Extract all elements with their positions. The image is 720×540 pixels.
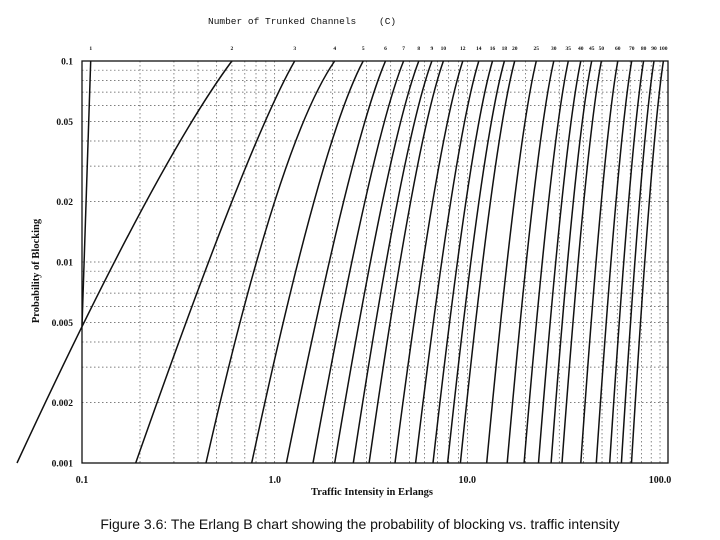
- top-tick-label: 2: [230, 46, 234, 52]
- top-tick-label: 14: [476, 46, 482, 52]
- top-tick-label: 18: [501, 46, 508, 52]
- x-axis-label: Traffic Intensity in Erlangs: [310, 487, 434, 498]
- erlang-curve-18-channels: [448, 61, 505, 463]
- x-tick-label: 0.1: [75, 475, 89, 486]
- top-tick-label: 35: [565, 46, 572, 52]
- top-tick-label: 16: [489, 46, 496, 52]
- top-tick-label: 45: [588, 46, 595, 52]
- top-tick-label: 60: [615, 46, 621, 52]
- top-tick-label: 12: [460, 46, 466, 52]
- y-tick-label: 0.05: [56, 118, 73, 128]
- top-tick-label: 80: [640, 46, 647, 52]
- top-tick-label: 9: [430, 46, 434, 52]
- top-tick-label: 25: [533, 46, 540, 52]
- top-axis-label: Number of Trunked Channels (C): [208, 16, 397, 27]
- top-tick-label: 1: [89, 46, 93, 52]
- top-tick-label: 100: [659, 46, 668, 52]
- top-tick-label: 70: [628, 46, 635, 52]
- erlang-curve-1-channels: [82, 61, 91, 326]
- y-tick-label: 0.001: [51, 459, 73, 470]
- top-tick-label: 5: [361, 46, 365, 52]
- top-tick-label: 10: [440, 46, 447, 52]
- figure-caption: Figure 3.6: The Erlang B chart showing the probability of blocking vs. traffic intensity: [100, 516, 620, 532]
- y-tick-label: 0.02: [56, 198, 73, 208]
- x-tick-label: 1.0: [268, 475, 281, 486]
- x-tick-label: 10.0: [458, 475, 477, 486]
- top-tick-label: 3: [293, 46, 297, 52]
- y-tick-label: 0.01: [56, 258, 73, 269]
- erlang-curve-12-channels: [395, 61, 463, 463]
- erlang-curve-2-channels: [17, 61, 232, 463]
- y-tick-label: 0.005: [51, 319, 73, 329]
- top-tick-label: 30: [551, 46, 557, 52]
- chart-grid: [82, 61, 668, 463]
- top-tick-label: 50: [598, 46, 605, 52]
- y-axis-label: Probability of Blocking: [31, 218, 42, 324]
- top-tick-label: 7: [402, 46, 405, 52]
- top-tick-label: 4: [333, 46, 337, 52]
- top-tick-label: 20: [511, 46, 518, 52]
- top-tick-label: 6: [384, 46, 387, 52]
- top-tick-label: 40: [578, 46, 584, 52]
- y-tick-label: 0.002: [51, 399, 73, 409]
- top-tick-label: 8: [417, 46, 421, 52]
- x-tick-label: 100.0: [648, 475, 672, 486]
- top-tick-label: 90: [651, 46, 657, 52]
- y-tick-label: 0.1: [61, 57, 73, 68]
